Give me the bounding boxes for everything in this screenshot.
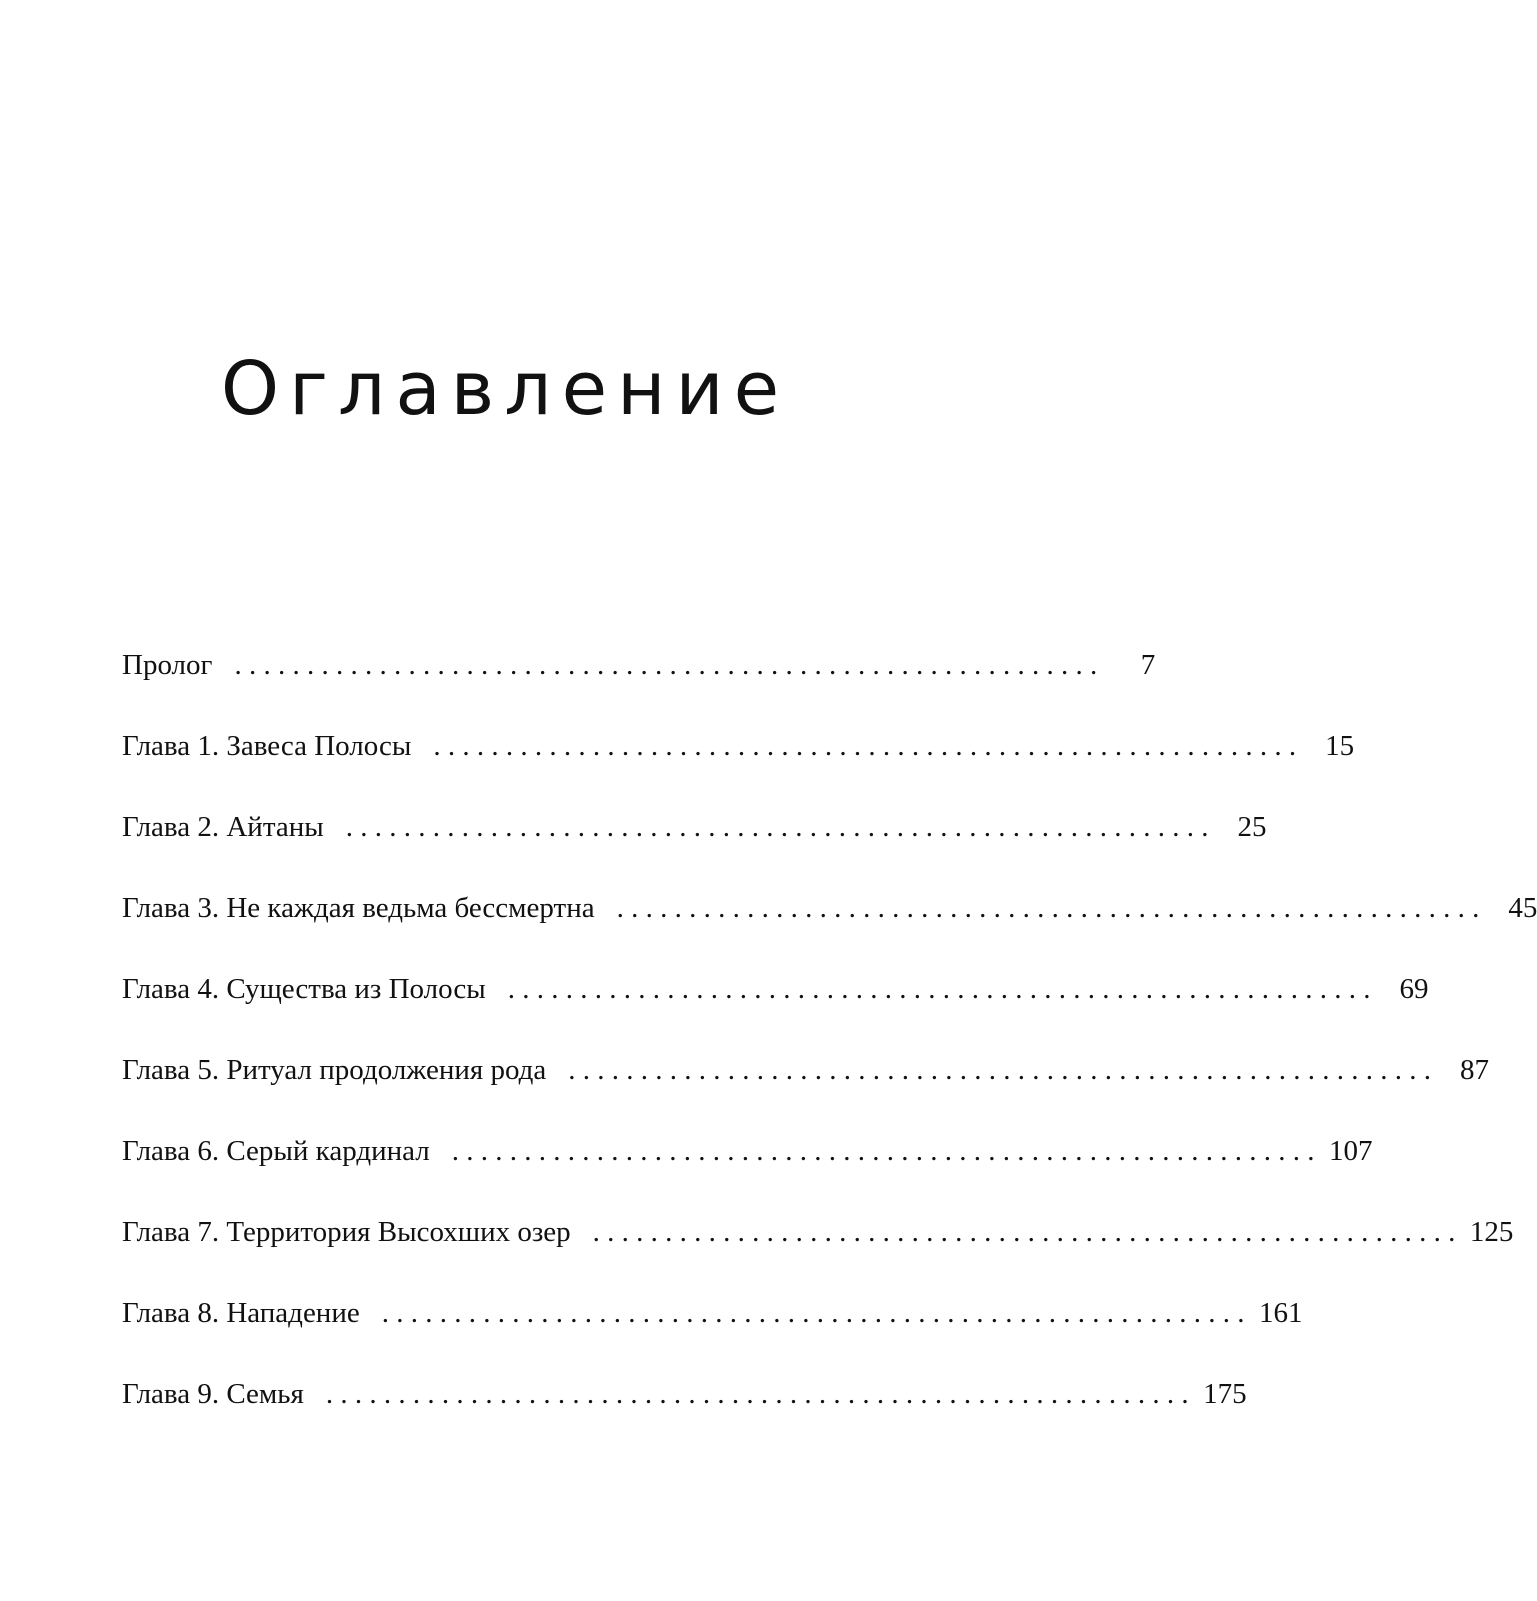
toc-entry-label: Глава 1. Завеса Полосы: [122, 730, 412, 762]
toc-entry-label: Глава 6. Серый кардинал: [122, 1135, 430, 1167]
dot-leader: . . . . . . . . . . . . . . . . . . . . . . . . . . . . . . . . . . . . . . . . . . . . . . . . . . . . . . . . . . . .: [592, 1216, 1456, 1248]
toc-entry: [122, 1293, 1303, 1374]
toc-entry-page: 175: [1203, 1378, 1247, 1410]
toc-entry-page: 25: [1237, 811, 1267, 843]
toc-entry: [122, 645, 1156, 726]
toc-entry: [122, 888, 1537, 969]
toc-entry-label: Глава 7. Территория Высохших озер: [122, 1216, 571, 1248]
dot-leader: . . . . . . . . . . . . . . . . . . . . . . . . . . . . . . . . . . . . . . . . . . . . . . . . . . . . . . . . . . . .: [451, 1135, 1315, 1167]
table-of-contents: [122, 645, 1537, 1455]
toc-entry: [122, 807, 1267, 888]
toc-entry-label: Пролог: [122, 649, 213, 681]
dot-leader: . . . . . . . . . . . . . . . . . . . . . . . . . . . . . . . . . . . . . . . . . . . . . . . . . . . . . . . . . . . .: [507, 973, 1371, 1005]
dot-leader: . . . . . . . . . . . . . . . . . . . . . . . . . . . . . . . . . . . . . . . . . . . . . . . . . . . . . . . . . . . .: [345, 811, 1209, 843]
toc-entry: [122, 1050, 1489, 1131]
toc-entry-label: Глава 3. Не каждая ведьма бессмертна: [122, 892, 595, 924]
toc-entry: [122, 1131, 1373, 1212]
toc-entry: [122, 969, 1429, 1050]
toc-entry: [122, 726, 1355, 807]
toc-entry-label: Глава 2. Айтаны: [122, 811, 324, 843]
toc-entry: [122, 1374, 1247, 1455]
toc-entry-page: 69: [1399, 973, 1429, 1005]
toc-entry-label: Глава 4. Существа из Полосы: [122, 973, 486, 1005]
toc-entry-page: 15: [1325, 730, 1355, 762]
dot-leader: . . . . . . . . . . . . . . . . . . . . . . . . . . . . . . . . . . . . . . . . . . . . . . . . . . . . . . . . . . . .: [433, 730, 1297, 762]
dot-leader: . . . . . . . . . . . . . . . . . . . . . . . . . . . . . . . . . . . . . . . . . . . . . . . . . . . . . . . . . . . .: [381, 1297, 1245, 1329]
toc-entry-page: 87: [1460, 1054, 1489, 1086]
toc-entry-page: 7: [1140, 649, 1156, 681]
toc-entry: [122, 1212, 1514, 1293]
toc-entry-label: Глава 5. Ритуал продолжения рода: [122, 1054, 547, 1086]
toc-entry-page: 107: [1328, 1135, 1373, 1167]
dot-leader: . . . . . . . . . . . . . . . . . . . . . . . . . . . . . . . . . . . . . . . . . . . . . . . . . . . . . . . . . . . .: [234, 649, 1098, 681]
toc-entry-label: Глава 8. Нападение: [122, 1297, 360, 1329]
toc-entry-page: 45: [1508, 892, 1537, 924]
toc-entry-page: 125: [1469, 1216, 1514, 1248]
toc-entry-page: 161: [1258, 1297, 1303, 1329]
dot-leader: . . . . . . . . . . . . . . . . . . . . . . . . . . . . . . . . . . . . . . . . . . . . . . . . . . . . . . . . . . . .: [325, 1378, 1189, 1410]
dot-leader: . . . . . . . . . . . . . . . . . . . . . . . . . . . . . . . . . . . . . . . . . . . . . . . . . . . . . . . . . . . .: [616, 892, 1480, 924]
page-title: Оглавление: [220, 346, 790, 432]
dot-leader: . . . . . . . . . . . . . . . . . . . . . . . . . . . . . . . . . . . . . . . . . . . . . . . . . . . . . . . . . . . .: [568, 1054, 1431, 1086]
toc-entry-label: Глава 9. Семья: [122, 1378, 304, 1410]
